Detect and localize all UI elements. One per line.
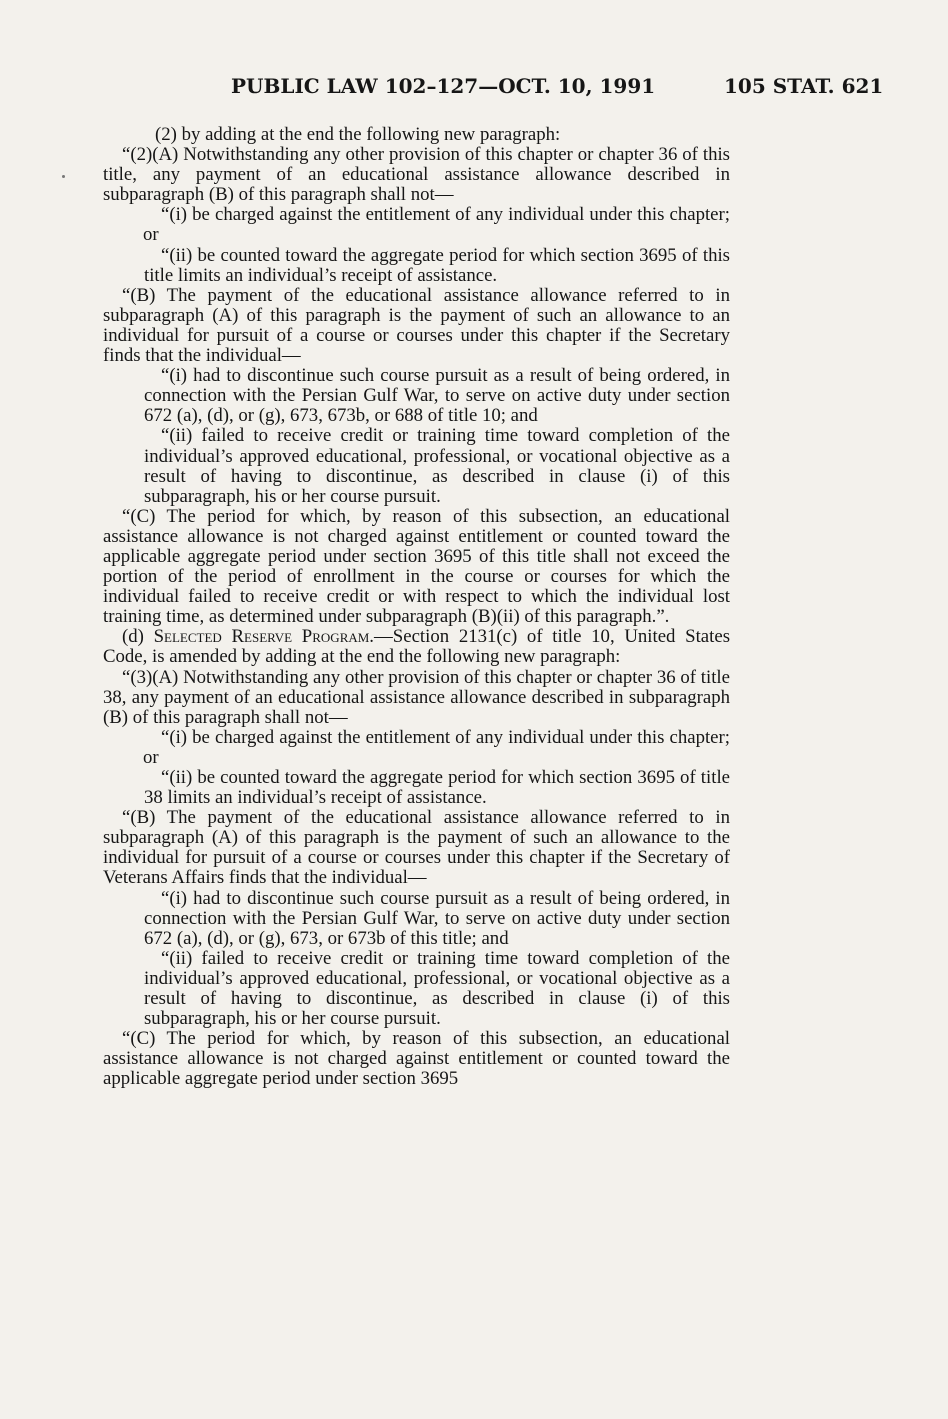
amendment-intro: (2) by adding at the end the following new paragraph:: [155, 124, 561, 145]
paragraph-3a: “(3)(A) Notwithstanding any other provision of this chapter or chapter 36 of title 38, any payment of an educational assistance allowance described in subparagraph (B) of this paragraph shall not—: [103, 666, 730, 728]
paragraph-2a: “(2)(A) Notwithstanding any other provision of this chapter or chapter 36 of this title, any payment of an educational assistance allowance described in subparagraph (B) of this paragraph shall not—: [103, 144, 730, 206]
clause-3b-i: “(i) had to discontinue such course pursuit as a result of being ordered, in connection with the Persian Gulf War, to serve on active duty under section 672 (a), (d), or (g), 673, or 673b of this title; and: [144, 887, 730, 949]
clause-2b-i: “(i) had to discontinue such course pursuit as a result of being ordered, in connection with the Persian Gulf War, to serve on active duty under section 672 (a), (d), or (g), 673, 673b, or 688 of title 10; and: [144, 365, 730, 427]
public-law-citation: PUBLIC LAW 102–127—OCT. 10, 1991: [231, 74, 656, 98]
page-header: [0, 74, 948, 106]
clause-2a-i: “(i) be charged against the entitlement of any individual under this chapter; or: [143, 204, 730, 246]
clause-2b-ii: “(ii) failed to receive credit or training time toward completion of the individual’s approved educational, professional, or vocational objective as a result of having to discontinue, as described in clause (i) of this subparagraph, his or her course pursuit.: [144, 425, 730, 507]
clause-2a-ii: “(ii) be counted toward the aggregate period for which section 3695 of this title limits an individual’s receipt of assistance.: [144, 244, 730, 286]
paragraph-2c: “(C) The period for which, by reason of this subsection, an educational assistance allowance is not charged against entitlement or counted toward the applicable aggregate period under section 3695 of this title shall not exceed the portion of the period of enrollment in the course or courses for which the individual failed to receive credit or with respect to which the individual lost training time, as determined under subparagraph (B)(ii) of this paragraph.”.: [103, 505, 730, 628]
clause-3a-i: “(i) be charged against the entitlement of any individual under this chapter; or: [143, 726, 730, 768]
paragraph-3b: “(B) The payment of the educational assistance allowance referred to in subparagraph (A) of this paragraph is the payment of such an allowance to the individual for pursuit of a course or courses under this chapter if the Secretary of Veterans Affairs finds that the individual—: [103, 807, 730, 889]
section-d-label: (d): [122, 626, 144, 648]
document-body: [103, 125, 730, 1090]
section-d-heading: Selected Reserve Program.: [153, 626, 375, 648]
section-d: [103, 627, 730, 667]
paragraph-3c: “(C) The period for which, by reason of this subsection, an educational assistance allowance is not charged against entitlement or counted toward the applicable aggregate period under section 3695: [103, 1028, 730, 1090]
paragraph-2b: “(B) The payment of the educational assistance allowance referred to in subparagraph (A) of this paragraph is the payment of such an allowance to an individual for pursuit of a course or courses under this chapter if the Secretary finds that the individual—: [103, 284, 730, 367]
clause-3a-ii: “(ii) be counted toward the aggregate period for which section 3695 of title 38 limits an individual’s receipt of assistance.: [144, 767, 730, 809]
statute-page-number: 105 STAT. 621: [724, 74, 884, 98]
clause-3b-ii: “(ii) failed to receive credit or training time toward completion of the individual’s approved educational, professional, or vocational objective as a result of having to discontinue, as described in clause (i) of this subparagraph, his or her course pursuit.: [144, 947, 730, 1030]
scan-speck: [62, 175, 65, 178]
section-d-text: —Section 2131(c) of title 10, United States Code, is amended by adding at the end the following new paragraph:: [103, 626, 730, 668]
